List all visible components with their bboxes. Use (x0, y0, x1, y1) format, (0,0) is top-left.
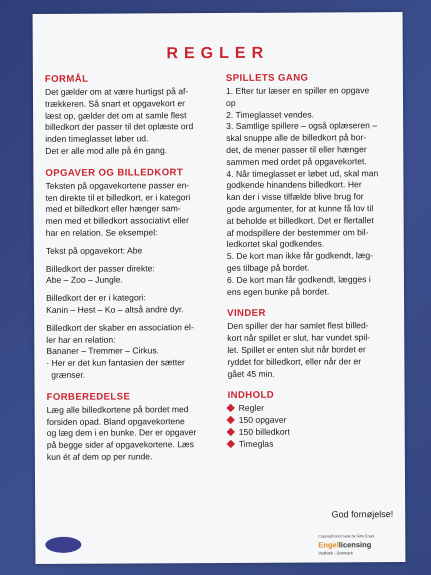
list-item-label: 150 opgaver (238, 414, 287, 426)
list-item-label: Regler (238, 403, 264, 414)
list-item (228, 438, 398, 451)
section-heading-vinder: VINDER (227, 308, 266, 320)
text-line: gået 45 min. (227, 368, 275, 379)
publisher-logo (45, 537, 81, 553)
left-column (45, 72, 223, 464)
text-line: ten direkte til et billedkort, er i kategori (45, 191, 191, 203)
text-line: Abe – Zoo – Jungle. (45, 274, 123, 286)
text-line: Bananer – Tremmer – Cirkus. (46, 345, 160, 357)
text-line: skal snuppe alle de billedkort på bor- (226, 132, 367, 144)
text-line: · Her er det kun fantasien der sætter (46, 357, 185, 369)
text-line: 2. Timeglasset vendes. (226, 109, 315, 120)
brand-name-a: Engel (318, 540, 339, 550)
section-heading-forberedelse: FORBEREDELSE (46, 391, 131, 403)
text-line: Billedkort der skaber en association el- (46, 321, 194, 333)
text-line: Teksten på opgavekortene passer en- (45, 179, 190, 191)
section-heading-formaal: FORMÅL (44, 73, 89, 85)
text-line: ens egen bunke på bordet. (226, 285, 330, 297)
text-line: 6. De kort man får godkendt, lægges i (226, 273, 371, 285)
text-line: ledkortet skal godkendes. (226, 238, 325, 250)
section-heading-gang: SPILLETS GANG (225, 72, 309, 84)
text-line: let. Spillet er enten slut når bordet er (227, 344, 366, 355)
text-line: 5. De kort man ikke får godkendt, læg- (226, 250, 374, 262)
text-line: billedkort der passer til det oplæste ord (45, 121, 194, 133)
text-line: godkende hinandens billedkort. Her (226, 179, 362, 191)
brand-name-b: licensing (338, 540, 372, 550)
text-line: 3. Samtlige spillere – også oplæseren – (226, 120, 378, 132)
brand-location: Vedbæk - Danmark (318, 550, 353, 556)
text-line: trækkeren. Så snart et opgavekort er (45, 97, 186, 109)
right-column (226, 71, 398, 450)
text-line: gode argumenter, for at kunne få lov til (226, 203, 374, 214)
text-line: sammen med ordet på opgavekortet. (226, 156, 367, 167)
text-line: inden timeglasset løber ud. (45, 133, 149, 145)
diamond-bullet-icon (227, 439, 235, 447)
text-line: Det er alle mod alle på én gang. (45, 145, 168, 156)
text-line: Det gælder om at være hurtigst på af- (44, 86, 189, 97)
text-line: ryddet for billedkort, eller når der er (227, 355, 362, 367)
gang-text (226, 85, 397, 298)
section-heading-opgaver: OPGAVER OG BILLEDKORT (45, 166, 184, 179)
text-line: ler har en relation: (46, 334, 116, 345)
text-line: forsiden opad. Bland opgavekortene (46, 415, 185, 427)
diamond-bullet-icon (226, 416, 234, 424)
list-item (228, 414, 398, 427)
opgaver-text (45, 180, 222, 382)
text-line: Den spiller der har samlet flest billed- (227, 320, 369, 332)
copyright-text: Copyright and made by Gitte Engel (318, 534, 375, 539)
text-line: 4. Når timeglasset er løbet ud, skal man (226, 167, 379, 179)
text-line: har en relation. Se eksempel: (45, 227, 158, 238)
text-line: Kanin – Hest – Ko – altså andre dyr. (46, 304, 184, 315)
text-line: kan der i visse tilfælde blive brug for (226, 191, 364, 203)
text-line: af modspillere der bestemmer om bil- (226, 226, 369, 238)
diamond-bullet-icon (227, 428, 235, 436)
forberedelse-text (47, 404, 223, 464)
text-line: Billedkort der passer direkte: (45, 262, 155, 274)
closing-text: God fornøjelse! (331, 509, 394, 520)
section-heading-indhold: INDHOLD (227, 390, 275, 402)
contents-list (228, 402, 398, 450)
vinder-text (227, 320, 397, 380)
rules-sheet (33, 12, 406, 564)
list-item (228, 426, 398, 439)
text-line: Billedkort der er i kategori: (46, 292, 146, 304)
text-line: Læg alle billedkortene på bordet med (46, 403, 189, 415)
list-item-label: 150 billedkort (238, 426, 290, 437)
text-line: Tekst på opgavekort: Abe (45, 245, 143, 256)
text-line: 1. Efter tur læser en spiller en opgave (225, 85, 370, 96)
list-item-label: Timeglas (238, 438, 274, 449)
text-line: på begge sider af opgavekortene. Læs (46, 439, 195, 451)
text-line: det, de mener passer til eller hænger (226, 144, 367, 155)
list-item (228, 402, 398, 415)
text-line: ges tilbage på bordet. (226, 262, 310, 273)
brand-logo (318, 540, 371, 549)
text-line: læst op, gælder det om at samle flest (45, 109, 187, 121)
text-line: med et billedkort eller hænger sam- (45, 203, 181, 215)
text-line: men med et billedkort associativt eller (45, 215, 189, 227)
diamond-bullet-icon (226, 404, 234, 412)
text-line: og læg dem i en bunke. Der er opgaver (46, 427, 197, 439)
text-line: grænser. (46, 369, 86, 380)
text-line: op (226, 97, 236, 108)
formaal-text (45, 86, 221, 158)
page-title: REGLER (166, 44, 270, 63)
text-line: kun ét af dem op per runde. (46, 451, 153, 462)
text-line: kort når spillet er slut, har vundet spil- (227, 332, 371, 344)
text-line: at beholde et billedkort. Det er flertallet (226, 214, 374, 226)
